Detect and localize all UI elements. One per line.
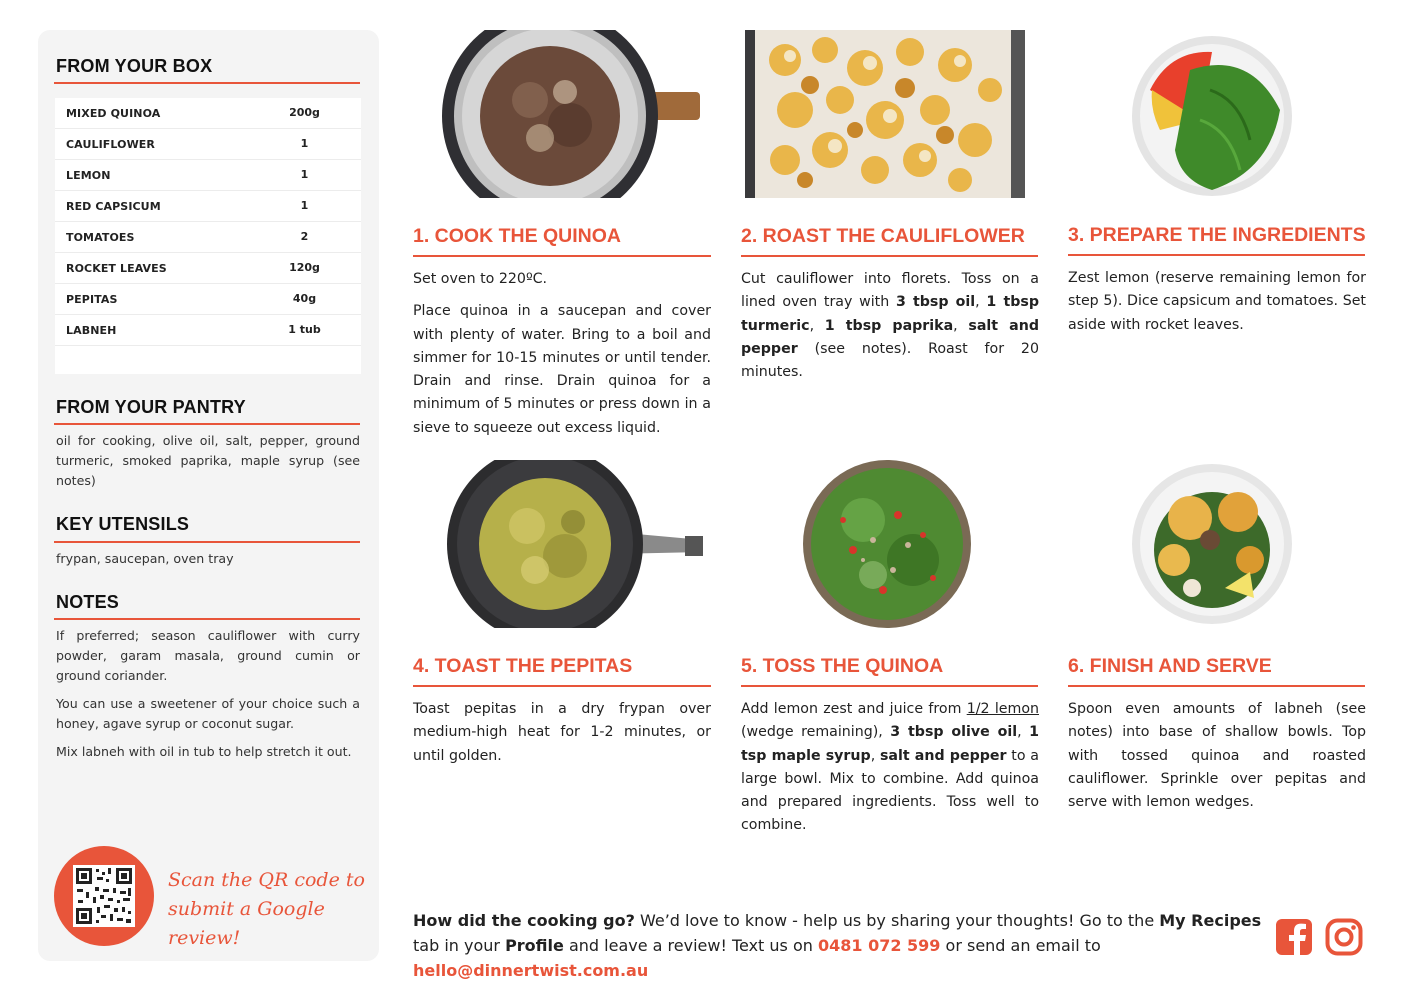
ingredient-name: ROCKET LEAVES bbox=[66, 262, 167, 275]
from-your-pantry-heading: FROM YOUR PANTRY bbox=[56, 397, 246, 417]
pepitas-frypan-photo bbox=[445, 460, 705, 628]
instruction-text: Zest lemon (reserve remaining lemon for step 5). Dice capsicum and tomatoes. Set aside with rocket leaves. bbox=[1068, 270, 1366, 333]
bold-amount: 3 tbsp olive oil bbox=[890, 724, 1018, 741]
step-rule bbox=[1068, 254, 1365, 256]
ingredient-name: MIXED QUINOA bbox=[66, 107, 161, 120]
bold-amount: 1 tsp maple syrup bbox=[741, 724, 1040, 764]
footer-text: and leave a review! Text us on bbox=[563, 936, 818, 955]
ingredient-name: RED CAPSICUM bbox=[66, 200, 161, 213]
step-6-title: 6. FINISH AND SERVE bbox=[1068, 655, 1272, 677]
table-row bbox=[55, 191, 361, 222]
key-utensils-heading: KEY UTENSILS bbox=[56, 514, 190, 534]
step-6-instructions bbox=[1068, 698, 1366, 823]
ingredient-name: LEMON bbox=[66, 169, 111, 182]
step-rule bbox=[413, 255, 711, 257]
footer-question: How did the cooking go? bbox=[413, 911, 635, 930]
instruction-text: Spoon even amounts of labneh (see notes) into base of shallow bowls. Top with tossed quinoa and roasted cauliflower. Sprinkle over pepitas and serve with lemon wedges. bbox=[1068, 701, 1366, 811]
bold-amount: 3 tbsp oil bbox=[895, 294, 976, 311]
bold-amount: 1 tbsp turmeric bbox=[741, 294, 1039, 334]
ingredient-qty: 120g bbox=[289, 261, 320, 274]
bold-amount: salt and pepper bbox=[741, 317, 1039, 357]
step-1-title: 1. COOK THE QUINOA bbox=[413, 225, 622, 247]
qr-caption-line: submit a Google review! bbox=[168, 898, 325, 949]
finished-dish-photo bbox=[1130, 460, 1295, 628]
phone-link[interactable]: 0481 072 599 bbox=[817, 936, 941, 955]
from-your-box-heading: FROM YOUR BOX bbox=[56, 56, 213, 76]
ingredient-qty: 40g bbox=[292, 292, 317, 305]
ingredient-qty: 1 tub bbox=[288, 323, 321, 336]
instruction-text: Toast pepitas in a dry frypan over medium-high heat for 1-2 minutes, or until golden. bbox=[413, 701, 711, 764]
text-span: , bbox=[1017, 724, 1030, 741]
qr-code-badge[interactable] bbox=[54, 846, 154, 946]
qr-review-caption bbox=[168, 866, 368, 953]
bold-amount: salt and pepper bbox=[879, 747, 1007, 764]
ingredient-name: LABNEH bbox=[66, 324, 117, 337]
footer-text: We’d love to know - help us by sharing your thoughts! Go to the bbox=[634, 911, 1160, 930]
instruction-text: Set oven to 220ºC. bbox=[413, 271, 548, 287]
step-3-title: 3. PREPARE THE INGREDIENTS bbox=[1068, 224, 1366, 246]
qr-code-icon bbox=[73, 865, 135, 927]
table-row bbox=[55, 98, 361, 129]
text-span: , bbox=[870, 747, 880, 764]
email-link[interactable]: hello@dinnertwist.com.au bbox=[413, 961, 649, 980]
instruction-text bbox=[741, 268, 1039, 384]
step-2-title: 2. ROAST THE CAULIFLOWER bbox=[741, 225, 1025, 247]
table-row bbox=[55, 129, 361, 160]
footer-text: tab in your bbox=[413, 936, 506, 955]
utensils-text: frypan, saucepan, oven tray bbox=[56, 551, 234, 566]
notes-text bbox=[56, 626, 360, 770]
underlined-amount: 1/2 lemon bbox=[966, 701, 1039, 717]
step-4-instructions bbox=[413, 698, 711, 777]
heading-rule bbox=[54, 541, 360, 543]
text-span: Cut cauliflower into florets. Toss on a lined oven tray with bbox=[741, 271, 1039, 311]
step-2-instructions bbox=[741, 268, 1039, 393]
ingredient-name: TOMATOES bbox=[66, 231, 135, 244]
ingredients-sidebar bbox=[38, 30, 379, 961]
step-1-instructions bbox=[413, 268, 711, 449]
qr-caption-line: Scan the QR code to bbox=[168, 869, 365, 891]
step-5-instructions bbox=[741, 698, 1039, 847]
text-span: to a large bowl. Mix to combine. Add quinoa and prepared ingredients. Toss well to combine. bbox=[741, 747, 1039, 834]
step-3-instructions bbox=[1068, 267, 1366, 346]
text-span: , bbox=[975, 294, 987, 311]
review-footer bbox=[413, 908, 1263, 983]
my-recipes-link[interactable]: My Recipes bbox=[1159, 911, 1262, 930]
instagram-icon[interactable] bbox=[1325, 918, 1363, 956]
ingredient-qty: 1 bbox=[300, 199, 309, 212]
text-span: Add lemon zest and juice from bbox=[741, 701, 967, 717]
instruction-text: Place quinoa in a saucepan and cover with plenty of water. Bring to a boil and simmer for 10-15 minutes or until tender. Drain and rinse. Drain quinoa for a minimum of 5 minutes or press down in a sieve to squeeze out excess liquid. bbox=[413, 303, 711, 436]
note-item: You can use a sweetener of your choice such a honey, agave syrup or coconut sugar. bbox=[56, 696, 360, 731]
facebook-icon[interactable] bbox=[1275, 918, 1313, 956]
heading-rule bbox=[54, 423, 360, 425]
note-item: If preferred; season cauliflower with curry powder, garam masala, ground cumin or ground coriander. bbox=[56, 628, 360, 683]
ingredient-qty: 1 bbox=[300, 168, 309, 181]
bold-amount: 1 tbsp paprika bbox=[824, 317, 954, 334]
table-row bbox=[55, 253, 361, 284]
text-span: (wedge remaining), bbox=[741, 724, 891, 741]
profile-link[interactable]: Profile bbox=[505, 936, 564, 955]
ingredient-qty: 1 bbox=[300, 137, 309, 150]
text-span: , bbox=[953, 317, 969, 334]
text-span: , bbox=[809, 317, 825, 334]
ingredient-name: PEPITAS bbox=[66, 293, 118, 306]
step-rule bbox=[1068, 685, 1365, 687]
table-row bbox=[55, 160, 361, 191]
step-rule bbox=[741, 685, 1038, 687]
quinoa-sieve-photo bbox=[440, 30, 705, 198]
ingredients-bowl-photo bbox=[1130, 30, 1295, 198]
heading-rule bbox=[54, 618, 360, 620]
ingredient-name: CAULIFLOWER bbox=[66, 138, 155, 151]
step-4-title: 4. TOAST THE PEPITAS bbox=[413, 655, 633, 677]
ingredient-qty: 200g bbox=[289, 106, 320, 119]
notes-heading: NOTES bbox=[56, 592, 120, 612]
step-rule bbox=[413, 685, 711, 687]
table-row bbox=[55, 222, 361, 253]
pantry-text: oil for cooking, olive oil, salt, pepper, ground turmeric, smoked paprika, maple syrup (see notes) bbox=[56, 433, 360, 488]
ingredient-qty: 2 bbox=[300, 230, 309, 243]
footer-text: or send an email to bbox=[940, 936, 1101, 955]
step-rule bbox=[741, 255, 1038, 257]
text-span: (see notes). Roast for 20 minutes. bbox=[741, 340, 1039, 381]
table-row bbox=[55, 284, 361, 315]
instruction-text bbox=[741, 698, 1039, 838]
tossed-quinoa-photo bbox=[803, 460, 971, 628]
heading-rule bbox=[54, 82, 360, 84]
note-item: Mix labneh with oil in tub to help stretch it out. bbox=[56, 744, 352, 759]
box-ingredients-table bbox=[55, 98, 361, 374]
table-row bbox=[55, 315, 361, 346]
cauliflower-tray-photo bbox=[745, 30, 1025, 198]
step-5-title: 5. TOSS THE QUINOA bbox=[741, 655, 944, 677]
